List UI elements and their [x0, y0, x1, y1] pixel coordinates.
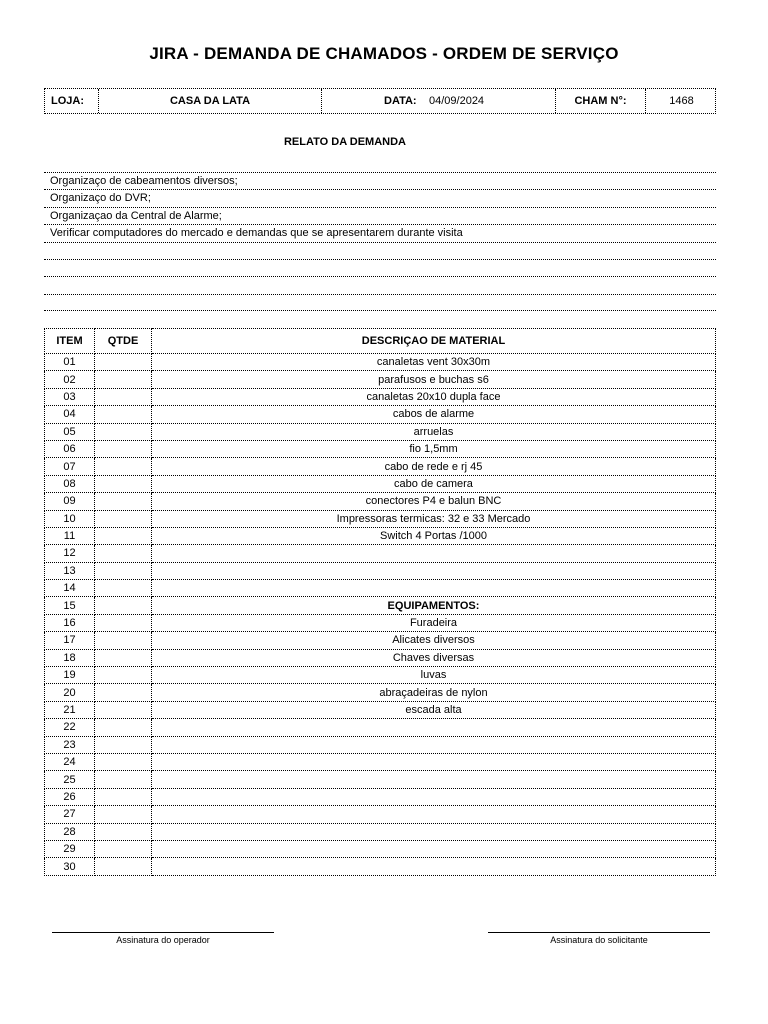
- item-cell: 03: [45, 388, 95, 405]
- qtde-cell: [95, 788, 152, 805]
- desc-cell: EQUIPAMENTOS:: [152, 597, 716, 614]
- desc-cell: Impressoras termicas: 32 e 33 Mercado: [152, 510, 716, 527]
- qtde-cell: [95, 510, 152, 527]
- table-row: [45, 406, 716, 423]
- qtde-cell: [95, 440, 152, 457]
- qtde-cell: [95, 545, 152, 562]
- table-row: [45, 788, 716, 805]
- relato-line: Organizaço do DVR;: [44, 189, 716, 206]
- table-row: [45, 527, 716, 544]
- desc-header: DESCRIÇAO DE MATERIAL: [152, 329, 716, 354]
- table-row: [45, 423, 716, 440]
- qtde-cell: [95, 388, 152, 405]
- item-cell: 09: [45, 493, 95, 510]
- desc-cell: arruelas: [152, 423, 716, 440]
- qtde-cell: [95, 719, 152, 736]
- relato-title: RELATO DA DEMANDA: [283, 136, 406, 148]
- qtde-cell: [95, 614, 152, 631]
- qtde-cell: [95, 649, 152, 666]
- qtde-cell: [95, 423, 152, 440]
- item-cell: 04: [45, 406, 95, 423]
- table-row: [45, 753, 716, 770]
- qtde-cell: [95, 493, 152, 510]
- item-cell: 02: [45, 371, 95, 388]
- item-cell: 21: [45, 701, 95, 718]
- qtde-cell: [95, 562, 152, 579]
- desc-cell: [152, 771, 716, 788]
- desc-cell: Switch 4 Portas /1000: [152, 527, 716, 544]
- relato-line: [44, 242, 716, 259]
- desc-cell: Furadeira: [152, 614, 716, 631]
- table-row: [45, 649, 716, 666]
- item-cell: 26: [45, 788, 95, 805]
- table-row: [45, 440, 716, 457]
- desc-cell: [152, 840, 716, 857]
- qtde-cell: [95, 771, 152, 788]
- desc-cell: escada alta: [152, 701, 716, 718]
- loja-label: LOJA:: [45, 89, 99, 113]
- item-cell: 22: [45, 719, 95, 736]
- desc-cell: [152, 719, 716, 736]
- signature-operador: Assinatura do operador: [52, 932, 274, 945]
- relato-line: Organizaço de cabeamentos diversos;: [44, 172, 716, 189]
- item-cell: 12: [45, 545, 95, 562]
- desc-cell: [152, 823, 716, 840]
- table-row: [45, 823, 716, 840]
- qtde-cell: [95, 597, 152, 614]
- qtde-cell: [95, 475, 152, 492]
- table-row: [45, 371, 716, 388]
- desc-cell: conectores P4 e balun BNC: [152, 493, 716, 510]
- qtde-cell: [95, 632, 152, 649]
- table-row: [45, 858, 716, 875]
- table-row: [45, 701, 716, 718]
- loja-value: CASA DA LATA: [99, 89, 322, 113]
- desc-cell: abraçadeiras de nylon: [152, 684, 716, 701]
- item-cell: 30: [45, 858, 95, 875]
- header-row: [44, 88, 716, 114]
- item-cell: 19: [45, 667, 95, 684]
- table-row: [45, 667, 716, 684]
- qtde-cell: [95, 527, 152, 544]
- table-row: [45, 562, 716, 579]
- qtde-cell: [95, 458, 152, 475]
- relato-line: [44, 259, 716, 276]
- table-row: [45, 458, 716, 475]
- desc-cell: cabo de camera: [152, 475, 716, 492]
- table-row: [45, 388, 716, 405]
- table-row: [45, 840, 716, 857]
- table-row: [45, 475, 716, 492]
- desc-cell: canaletas vent 30x30m: [152, 354, 716, 371]
- table-row: [45, 597, 716, 614]
- data-label: DATA:: [384, 95, 417, 107]
- qtde-cell: [95, 580, 152, 597]
- relato-lines: [44, 172, 716, 311]
- desc-cell: [152, 788, 716, 805]
- item-cell: 20: [45, 684, 95, 701]
- item-cell: 07: [45, 458, 95, 475]
- desc-cell: [152, 580, 716, 597]
- relato-line: [44, 276, 716, 293]
- table-row: [45, 632, 716, 649]
- qtde-cell: [95, 406, 152, 423]
- item-cell: 17: [45, 632, 95, 649]
- item-cell: 29: [45, 840, 95, 857]
- item-cell: 01: [45, 354, 95, 371]
- item-cell: 13: [45, 562, 95, 579]
- item-cell: 28: [45, 823, 95, 840]
- table-row: [45, 580, 716, 597]
- item-cell: 15: [45, 597, 95, 614]
- material-table: [44, 328, 716, 876]
- desc-cell: fio 1,5mm: [152, 440, 716, 457]
- desc-cell: parafusos e buchas s6: [152, 371, 716, 388]
- item-cell: 06: [45, 440, 95, 457]
- cham-label: CHAM N°:: [556, 89, 646, 113]
- qtde-cell: [95, 840, 152, 857]
- table-row: [45, 493, 716, 510]
- table-row: [45, 614, 716, 631]
- table-row: [45, 684, 716, 701]
- item-cell: 10: [45, 510, 95, 527]
- qtde-header: QTDE: [95, 329, 152, 354]
- relato-line: Organizaçao da Central de Alarme;: [44, 207, 716, 224]
- qtde-cell: [95, 701, 152, 718]
- desc-cell: [152, 545, 716, 562]
- desc-cell: [152, 753, 716, 770]
- relato-line: Verificar computadores do mercado e demandas que se apresentarem durante visita: [44, 224, 716, 241]
- table-row: [45, 545, 716, 562]
- desc-cell: [152, 562, 716, 579]
- desc-cell: [152, 736, 716, 753]
- desc-cell: cabo de rede e rj 45: [152, 458, 716, 475]
- qtde-cell: [95, 753, 152, 770]
- desc-cell: luvas: [152, 667, 716, 684]
- item-header: ITEM: [45, 329, 95, 354]
- desc-cell: canaletas 20x10 dupla face: [152, 388, 716, 405]
- qtde-cell: [95, 858, 152, 875]
- item-cell: 23: [45, 736, 95, 753]
- desc-cell: Chaves diversas: [152, 649, 716, 666]
- item-cell: 14: [45, 580, 95, 597]
- qtde-cell: [95, 823, 152, 840]
- qtde-cell: [95, 806, 152, 823]
- qtde-cell: [95, 667, 152, 684]
- item-cell: 08: [45, 475, 95, 492]
- item-cell: 05: [45, 423, 95, 440]
- item-cell: 27: [45, 806, 95, 823]
- desc-cell: [152, 806, 716, 823]
- qtde-cell: [95, 371, 152, 388]
- item-cell: 11: [45, 527, 95, 544]
- table-row: [45, 354, 716, 371]
- signature-solicitante: Assinatura do solicitante: [488, 932, 710, 945]
- table-row: [45, 806, 716, 823]
- item-cell: 25: [45, 771, 95, 788]
- item-cell: 16: [45, 614, 95, 631]
- qtde-cell: [95, 684, 152, 701]
- desc-cell: Alicates diversos: [152, 632, 716, 649]
- table-row: [45, 736, 716, 753]
- relato-line: [44, 294, 716, 311]
- page-title: JIRA - DEMANDA DE CHAMADOS - ORDEM DE SERVIÇO: [149, 44, 619, 63]
- table-row: [45, 719, 716, 736]
- data-value: 04/09/2024: [429, 95, 485, 107]
- item-cell: 24: [45, 753, 95, 770]
- data-field: [322, 89, 556, 113]
- item-cell: 18: [45, 649, 95, 666]
- cham-value: 1468: [669, 95, 694, 107]
- desc-cell: [152, 858, 716, 875]
- qtde-cell: [95, 354, 152, 371]
- table-header-row: [45, 329, 716, 354]
- table-row: [45, 510, 716, 527]
- table-row: [45, 771, 716, 788]
- qtde-cell: [95, 736, 152, 753]
- desc-cell: cabos de alarme: [152, 406, 716, 423]
